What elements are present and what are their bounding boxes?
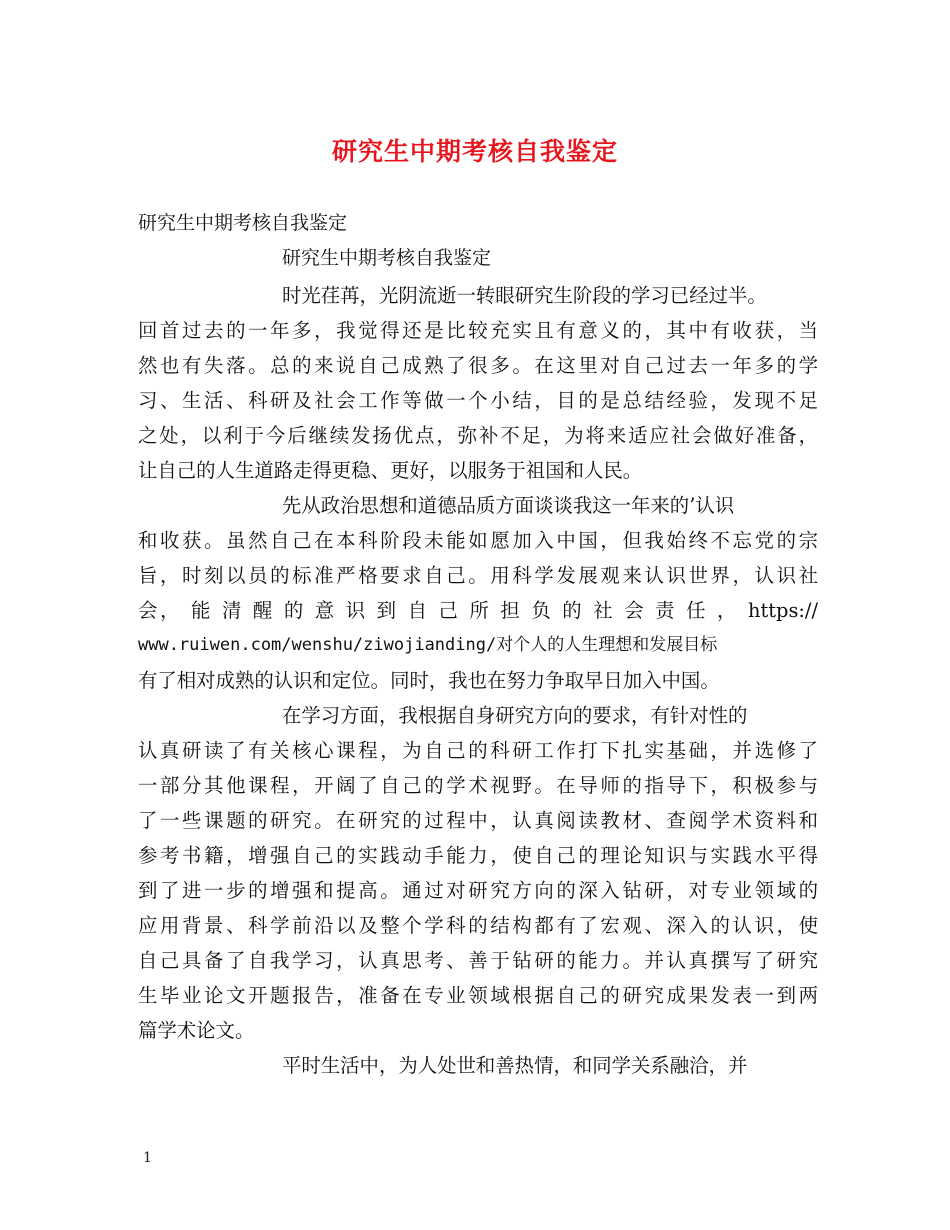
page-number: 1 [143, 1150, 152, 1166]
text-line: 让自己的人生道路走得更稳、更好，以服务于祖国和人民。 [138, 459, 643, 482]
text-line: 有了相对成熟的认识和定位。同时，我也在努力争取早日加入中国。 [138, 669, 720, 692]
text-line: 一部分其他课程，开阔了自己的学术视野。在导师的指导下，积极参与 [138, 774, 818, 797]
text-line: 自己具备了自我学习，认真思考、善于钻研的能力。并认真撰写了研究 [138, 949, 818, 972]
document-title: 研究生中期考核自我鉴定 [331, 137, 618, 166]
text-line: 平时生活中，为人处世和善热情，和同学关系融洽，并 [282, 1054, 748, 1077]
text-line: 认真研读了有关核心课程，为自己的科研工作打下扎实基础，并选修了 [138, 739, 818, 762]
text-line: 到了进一步的增强和提高。通过对研究方向的深入钻研，对专业领域的 [138, 879, 818, 902]
text-line: 会， 能 清 醒 的 意 识 到 自 己 所 担 负 的 社 会 责 任 ， https:// [138, 599, 818, 622]
text-line: 然也有失落。总的来说自己成熟了很多。在这里对自己过去一年多的学 [138, 354, 818, 377]
text-line: 时光荏苒，光阴流逝一转眼研究生阶段的学习已经过半。 [282, 284, 767, 307]
text-line: 参考书籍，增强自己的实践动手能力，使自己的理论知识与实践水平得 [138, 844, 818, 867]
text-line: 应用背景、科学前沿以及整个学科的结构都有了宏观、深入的认识，使 [138, 914, 818, 937]
text-line: 了一些课题的研究。在研究的过程中，认真阅读教材、查阅学术资料和 [138, 809, 818, 832]
text-line: 先从政治思想和道德品质方面谈谈我这一年来的’认识 [282, 494, 735, 517]
text-line: 之处，以利于今后继续发扬优点，弥补不足，为将来适应社会做好准备， [138, 424, 818, 447]
document-subtitle: 研究生中期考核自我鉴定 [138, 212, 348, 234]
text-line: 生毕业论文开题报告，准备在专业领域根据自己的研究成果发表一到两 [138, 984, 818, 1007]
document-body [138, 278, 818, 1083]
text-line: 旨，时刻以员的标准严格要求自己。用科学发展观来认识世界，认识社 [138, 564, 818, 587]
text-line: 和收获。虽然自己在本科阶段未能如愿加入中国，但我始终不忘党的宗 [138, 529, 818, 552]
text-line: 在学习方面，我根据自身研究方向的要求，有针对性的 [282, 704, 748, 727]
text-line: 篇学术论文。 [138, 1019, 255, 1042]
text-line: 习、生活、科研及社会工作等做一个小结，目的是总结经验，发现不足 [138, 389, 818, 412]
document-subtitle-indented: 研究生中期考核自我鉴定 [282, 247, 492, 269]
text-line: 回首过去的一年多，我觉得还是比较充实且有意义的，其中有收获，当 [138, 319, 818, 342]
text-line: www.ruiwen.com/wenshu/ziwojianding/对个人的人生理想和发展目标 [138, 635, 718, 655]
